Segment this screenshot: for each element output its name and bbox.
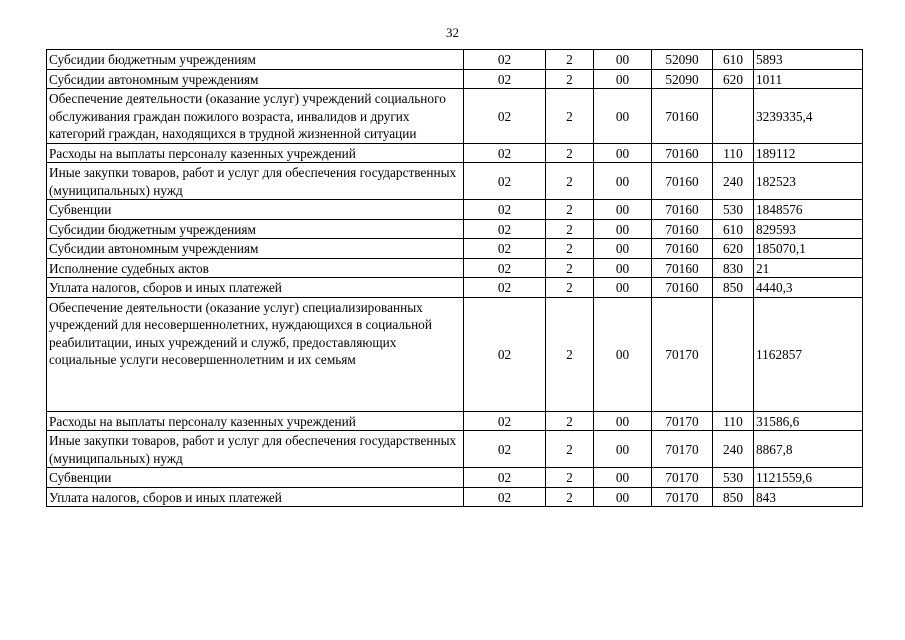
row-code-3: 00 <box>594 297 652 411</box>
row-code-5: 620 <box>713 69 754 89</box>
row-name: Субсидии автономным учреждениям <box>47 239 464 259</box>
row-code-2: 2 <box>546 239 594 259</box>
row-code-5: 830 <box>713 258 754 278</box>
row-code-3: 00 <box>594 487 652 507</box>
row-code-2: 2 <box>546 297 594 411</box>
row-code-1: 02 <box>464 297 546 411</box>
row-sum: 829593 <box>754 219 863 239</box>
row-code-4: 70160 <box>652 200 713 220</box>
row-sum: 1121559,6 <box>754 468 863 488</box>
table-row <box>47 468 863 488</box>
row-code-1: 02 <box>464 239 546 259</box>
row-name: Уплата налогов, сборов и иных платежей <box>47 278 464 298</box>
row-code-3: 00 <box>594 219 652 239</box>
row-code-4: 70170 <box>652 468 713 488</box>
row-code-3: 00 <box>594 89 652 144</box>
row-name: Расходы на выплаты персоналу казенных учреждений <box>47 411 464 431</box>
row-code-2: 2 <box>546 163 594 200</box>
row-code-1: 02 <box>464 431 546 468</box>
table-row <box>47 297 863 411</box>
row-name: Субвенции <box>47 200 464 220</box>
row-code-4: 70160 <box>652 219 713 239</box>
row-code-1: 02 <box>464 411 546 431</box>
row-code-3: 00 <box>594 239 652 259</box>
row-code-2: 2 <box>546 89 594 144</box>
row-code-4: 70160 <box>652 258 713 278</box>
row-code-5: 110 <box>713 143 754 163</box>
row-code-2: 2 <box>546 431 594 468</box>
row-code-5: 530 <box>713 468 754 488</box>
row-sum: 5893 <box>754 50 863 70</box>
row-code-1: 02 <box>464 89 546 144</box>
row-code-3: 00 <box>594 69 652 89</box>
row-code-1: 02 <box>464 468 546 488</box>
row-code-1: 02 <box>464 143 546 163</box>
row-code-1: 02 <box>464 278 546 298</box>
budget-table <box>46 49 863 507</box>
row-code-3: 00 <box>594 50 652 70</box>
row-code-5 <box>713 297 754 411</box>
row-code-4: 52090 <box>652 50 713 70</box>
row-code-5: 610 <box>713 219 754 239</box>
row-code-5: 620 <box>713 239 754 259</box>
row-code-2: 2 <box>546 278 594 298</box>
table-row <box>47 487 863 507</box>
row-code-1: 02 <box>464 200 546 220</box>
row-code-5: 610 <box>713 50 754 70</box>
table-row <box>47 431 863 468</box>
table-row <box>47 89 863 144</box>
table-row <box>47 278 863 298</box>
table-row <box>47 143 863 163</box>
row-code-3: 00 <box>594 143 652 163</box>
row-name: Обеспечение деятельности (оказание услуг) учреждений социального обслуживания граждан пожилого возраста, инвалидов и других категорий граждан, находящихся в трудной жизненной ситуации <box>47 89 464 144</box>
row-name: Расходы на выплаты персоналу казенных учреждений <box>47 143 464 163</box>
row-name: Иные закупки товаров, работ и услуг для обеспечения государственных (муниципальных) нужд <box>47 431 464 468</box>
row-name: Субсидии бюджетным учреждениям <box>47 50 464 70</box>
row-code-5: 850 <box>713 487 754 507</box>
row-code-3: 00 <box>594 468 652 488</box>
row-sum: 1162857 <box>754 297 863 411</box>
table-row <box>47 258 863 278</box>
row-sum: 189112 <box>754 143 863 163</box>
row-sum: 185070,1 <box>754 239 863 259</box>
row-code-2: 2 <box>546 468 594 488</box>
row-name: Субвенции <box>47 468 464 488</box>
row-sum: 3239335,4 <box>754 89 863 144</box>
page-number: 32 <box>446 25 459 40</box>
table-row <box>47 200 863 220</box>
row-sum: 4440,3 <box>754 278 863 298</box>
table-row <box>47 163 863 200</box>
row-name: Исполнение судебных актов <box>47 258 464 278</box>
row-code-4: 70160 <box>652 239 713 259</box>
row-sum: 31586,6 <box>754 411 863 431</box>
row-name: Обеспечение деятельности (оказание услуг) специализированных учреждений для несовершеннолетних, нуждающихся в социальной реабилитации, иных учреждений и служб, предоставляющих социальные услуги несовершеннолетним и их семьям <box>47 297 464 411</box>
row-code-1: 02 <box>464 69 546 89</box>
row-code-5: 850 <box>713 278 754 298</box>
row-code-4: 70160 <box>652 278 713 298</box>
row-name: Иные закупки товаров, работ и услуг для обеспечения государственных (муниципальных) нужд <box>47 163 464 200</box>
table-row <box>47 239 863 259</box>
row-code-1: 02 <box>464 258 546 278</box>
row-code-3: 00 <box>594 431 652 468</box>
row-sum: 8867,8 <box>754 431 863 468</box>
row-code-4: 70170 <box>652 411 713 431</box>
row-code-2: 2 <box>546 487 594 507</box>
row-code-5: 240 <box>713 163 754 200</box>
row-code-3: 00 <box>594 411 652 431</box>
row-sum: 1011 <box>754 69 863 89</box>
row-code-4: 70170 <box>652 431 713 468</box>
row-code-2: 2 <box>546 143 594 163</box>
row-code-4: 70160 <box>652 89 713 144</box>
row-code-1: 02 <box>464 163 546 200</box>
row-code-2: 2 <box>546 411 594 431</box>
row-code-5: 240 <box>713 431 754 468</box>
row-code-2: 2 <box>546 200 594 220</box>
row-code-2: 2 <box>546 69 594 89</box>
row-code-2: 2 <box>546 219 594 239</box>
table-row <box>47 69 863 89</box>
row-sum: 843 <box>754 487 863 507</box>
row-code-2: 2 <box>546 50 594 70</box>
row-name: Субсидии бюджетным учреждениям <box>47 219 464 239</box>
row-name: Уплата налогов, сборов и иных платежей <box>47 487 464 507</box>
row-code-1: 02 <box>464 487 546 507</box>
row-code-4: 70170 <box>652 487 713 507</box>
row-sum: 1848576 <box>754 200 863 220</box>
row-code-4: 52090 <box>652 69 713 89</box>
row-code-3: 00 <box>594 258 652 278</box>
row-code-2: 2 <box>546 258 594 278</box>
row-code-3: 00 <box>594 163 652 200</box>
table-row <box>47 50 863 70</box>
row-code-3: 00 <box>594 200 652 220</box>
row-code-4: 70160 <box>652 163 713 200</box>
row-code-5 <box>713 89 754 144</box>
row-code-3: 00 <box>594 278 652 298</box>
row-sum: 182523 <box>754 163 863 200</box>
row-code-4: 70170 <box>652 297 713 411</box>
table-row <box>47 411 863 431</box>
row-code-5: 530 <box>713 200 754 220</box>
row-code-5: 110 <box>713 411 754 431</box>
row-sum: 21 <box>754 258 863 278</box>
row-code-1: 02 <box>464 219 546 239</box>
row-name: Субсидии автономным учреждениям <box>47 69 464 89</box>
table-row <box>47 219 863 239</box>
row-code-4: 70160 <box>652 143 713 163</box>
row-code-1: 02 <box>464 50 546 70</box>
